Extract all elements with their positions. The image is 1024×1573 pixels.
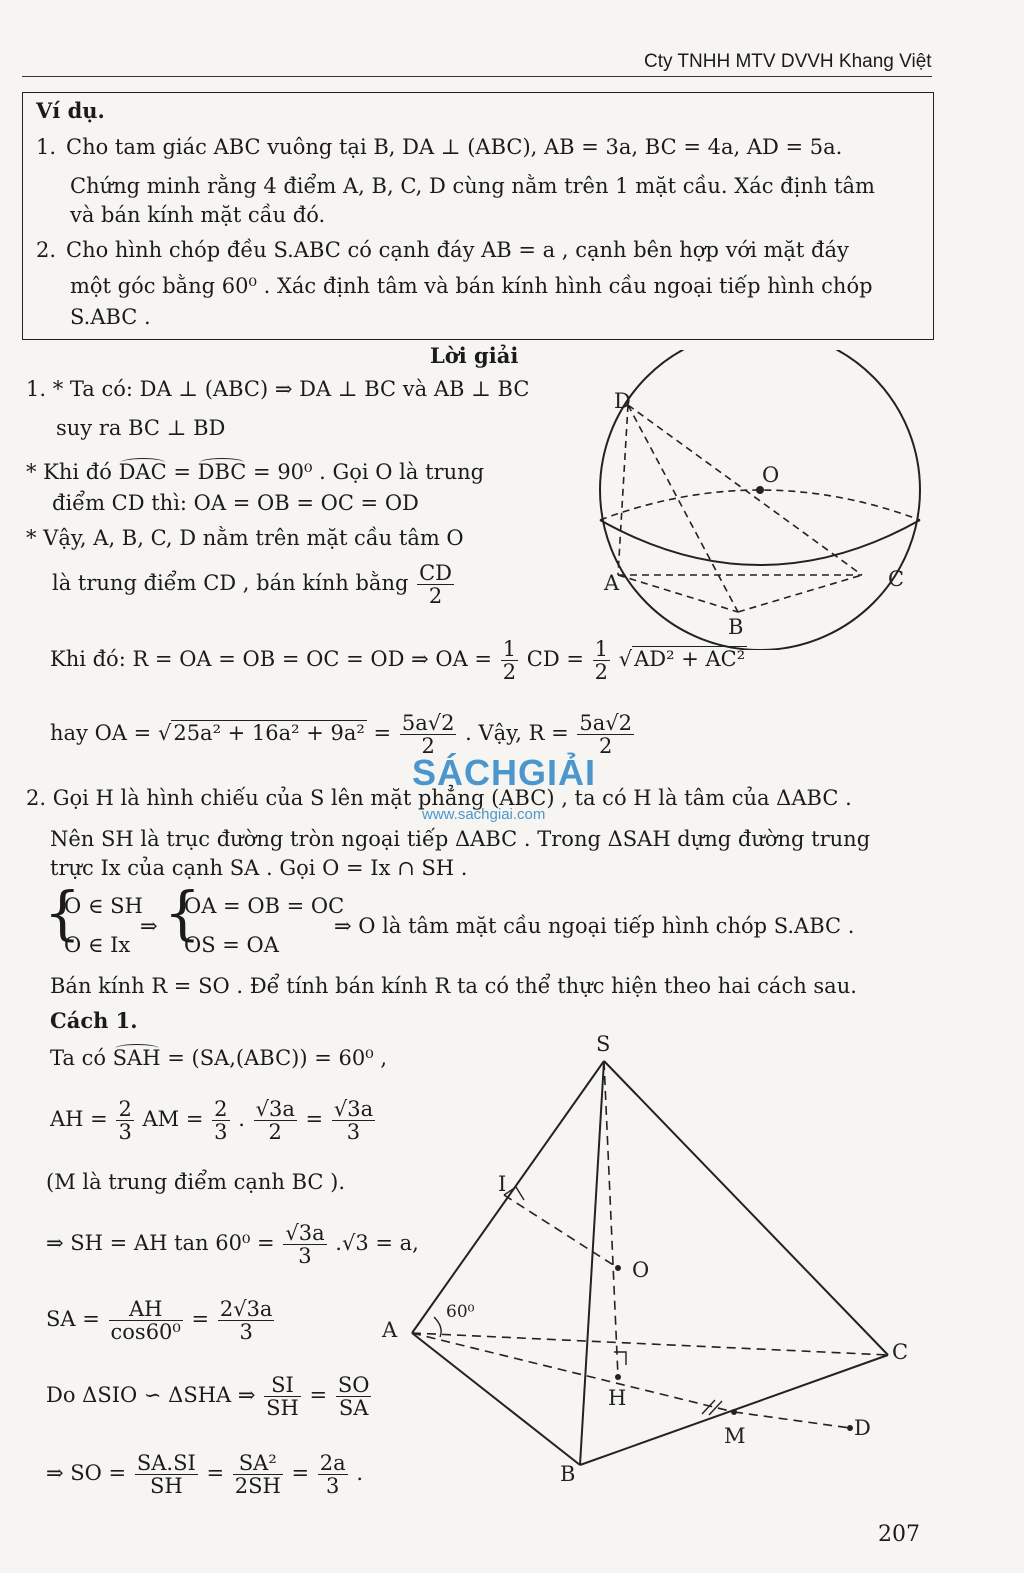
c1-line-2-a: AH = <box>50 1107 108 1132</box>
right-angle-mark-h <box>614 1352 626 1365</box>
s1-line-1: 1. * Ta có: DA ⊥ (ABC) ⇒ DA ⊥ BC và AB ⊥ BC <box>26 377 530 401</box>
angle-sah: SAH <box>112 1046 161 1070</box>
frac-den: 2 <box>599 734 613 759</box>
s1-line-6 <box>52 562 456 607</box>
label-o: O <box>762 463 780 487</box>
fraction <box>254 1098 297 1143</box>
period: . <box>356 1461 364 1486</box>
page-number: 207 <box>878 1522 920 1547</box>
system-2-eq-1: OA = OB = OC <box>184 894 345 918</box>
frac-den: 2 <box>268 1120 282 1145</box>
frac-den: 3 <box>298 1244 312 1269</box>
fraction <box>283 1222 326 1267</box>
example-heading: Ví dụ. <box>36 98 105 123</box>
frac-den: 2 <box>594 660 609 685</box>
s1-line-7-b: CD = <box>526 647 584 672</box>
frac-num: SA² <box>233 1452 283 1475</box>
equator-front <box>600 520 920 565</box>
edge-ac <box>412 1333 888 1355</box>
point-d <box>847 1425 853 1431</box>
system-conclusion: ⇒ O là tâm mặt cầu ngoại tiếp hình chóp S.ABC . <box>334 914 855 938</box>
problem-2-number: 2. <box>36 238 57 262</box>
frac-num: 2 <box>118 1097 132 1121</box>
s1-line-3-prefix: * Khi đó <box>26 460 112 484</box>
c1-line-4-a: ⇒ SH = AH tan 60⁰ = <box>46 1231 275 1256</box>
frac-den: 3 <box>214 1120 228 1145</box>
frac-num: √3a <box>255 1097 295 1121</box>
c1-line-4 <box>46 1222 419 1267</box>
c1-line-6 <box>46 1374 373 1419</box>
c1-line-1 <box>50 1046 387 1070</box>
frac-num: 1 <box>594 637 609 661</box>
problem-1-line-2: Chứng minh rằng 4 điểm A, B, C, D cùng nằm trên 1 mặt cầu. Xác định tâm <box>70 174 875 198</box>
c1-line-6-a: Do ΔSIO ∽ ΔSHA ⇒ <box>46 1383 256 1408</box>
radicand-ad-ac: AD² + AC² <box>634 647 746 672</box>
s2-line-3: trực Ix của cạnh SA . Gọi O = Ix ∩ SH . <box>50 856 468 880</box>
c1-line-5 <box>46 1298 276 1343</box>
edge-ab <box>412 1333 580 1465</box>
c1-line-1-b: = (SA,(ABC)) = 60⁰ , <box>167 1046 387 1070</box>
angle-dac: DAC <box>118 460 167 484</box>
s1-line-6-text: là trung điểm CD , bán kính bằng <box>52 571 409 596</box>
c1-line-7 <box>46 1452 363 1497</box>
label-h: H <box>608 1386 627 1410</box>
frac-den: 3 <box>326 1474 340 1499</box>
fraction <box>109 1298 183 1343</box>
publisher-header: Cty TNHH MTV DVVH Khang Việt <box>644 51 932 72</box>
s1-line-3-suffix: = 90⁰ . Gọi O là trung <box>253 460 485 484</box>
s1-line-8 <box>50 712 636 757</box>
radicand-sum: 25a² + 16a² + 9a² <box>173 721 365 746</box>
s2-line-5: Bán kính R = SO . Để tính bán kính R ta có thể thực hiện theo hai cách sau. <box>50 974 857 998</box>
frac-den: 3 <box>118 1120 132 1145</box>
sphere-figure <box>590 350 930 650</box>
c1-line-7-a: ⇒ SO = <box>46 1461 127 1486</box>
fraction <box>233 1452 283 1497</box>
equals-sign: = <box>309 1383 328 1408</box>
frac-num: AH <box>109 1298 183 1321</box>
fraction <box>336 1374 372 1419</box>
edge-sc <box>604 1061 888 1355</box>
watermark-logo: SÁCHGIẢI <box>412 752 597 793</box>
c1-line-4-b: .√3 = a, <box>335 1231 419 1256</box>
problem-1-line-3: và bán kính mặt cầu đó. <box>70 203 326 227</box>
edge-sb <box>580 1061 604 1465</box>
frac-num: CD <box>419 561 453 585</box>
label-i: I <box>498 1172 507 1196</box>
label-s: S <box>596 1032 611 1056</box>
pyramid-figure <box>370 1025 910 1490</box>
method-1-heading: Cách 1. <box>50 1008 138 1033</box>
frac-num: √3a <box>285 1221 325 1245</box>
s1-line-4: điểm CD thì: OA = OB = OC = OD <box>52 491 419 515</box>
c1-line-3: (M là trung điểm cạnh BC ). <box>46 1170 346 1194</box>
frac-num: SO <box>337 1373 370 1397</box>
frac-den: 2 <box>421 734 435 759</box>
label-o: O <box>632 1258 650 1282</box>
label-d: D <box>854 1416 871 1440</box>
point-m <box>731 1409 737 1415</box>
label-b: B <box>560 1462 576 1486</box>
frac-den: 3 <box>239 1320 253 1345</box>
segment-bc <box>738 575 862 612</box>
implication-arrow: ⇒ <box>140 914 158 938</box>
system-1-eq-1: O ∈ SH <box>64 894 143 918</box>
s1-line-7-a: Khi đó: R = OA = OB = OC = OD ⇒ OA = <box>50 647 493 672</box>
c1-line-5-a: SA = <box>46 1307 100 1332</box>
problem-2-line-3: S.ABC . <box>70 305 151 329</box>
label-c: C <box>892 1340 909 1364</box>
c1-line-1-a: Ta có <box>50 1046 106 1070</box>
frac-num: 2a <box>319 1451 346 1475</box>
equals-sign: = <box>291 1461 310 1486</box>
fraction <box>332 1098 375 1143</box>
frac-den: SA <box>338 1396 369 1421</box>
s1-line-5: * Vậy, A, B, C, D nằm trên mặt cầu tâm O <box>26 526 464 550</box>
frac-den: 3 <box>346 1120 361 1145</box>
angle-dbc: DBC <box>197 460 247 484</box>
segment-da <box>618 405 628 575</box>
s1-line-8-a: hay OA = <box>50 721 152 746</box>
fraction <box>318 1452 348 1497</box>
bisector-io <box>504 1195 618 1268</box>
fraction-5a-sqrt2 <box>400 712 457 757</box>
frac-den: SH <box>266 1396 299 1421</box>
label-a: A <box>604 571 620 595</box>
frac-den: SH <box>149 1474 183 1499</box>
frac-num: 1 <box>502 637 517 661</box>
system-1-eq-2: O ∈ Ix <box>64 933 131 957</box>
center-point <box>756 486 764 494</box>
fraction <box>212 1098 229 1143</box>
frac-num: 2√3a <box>219 1297 273 1321</box>
sqrt-symbol: √ <box>618 647 633 672</box>
frac-num: √3a <box>333 1097 374 1121</box>
c1-line-2-b: AM = <box>142 1107 204 1132</box>
frac-den: 2 <box>428 584 443 609</box>
label-d: D <box>614 389 631 413</box>
equals-sign: = <box>373 721 392 746</box>
equals-sign: = <box>191 1307 210 1332</box>
solution-heading: Lời giải <box>430 343 519 368</box>
s1-line-8-c: . Vậy, R = <box>465 721 569 746</box>
frac-den: 2 <box>502 660 517 685</box>
equals-sign: = <box>206 1461 225 1486</box>
s1-line-3 <box>26 460 484 484</box>
segment-db <box>628 405 738 612</box>
equals-sign: = <box>173 460 191 484</box>
fraction <box>218 1298 275 1343</box>
fraction <box>264 1374 301 1419</box>
frac-den: cos60⁰ <box>110 1320 181 1345</box>
label-c: C <box>888 567 905 591</box>
fraction-radius <box>577 712 634 757</box>
system-2-eq-2: OS = OA <box>184 933 279 957</box>
frac-num: SI <box>264 1374 301 1397</box>
label-angle-60: 60⁰ <box>446 1302 475 1322</box>
fraction-half <box>501 638 518 683</box>
frac-num: 5a√2 <box>401 711 455 735</box>
label-b: B <box>728 615 744 639</box>
fraction-cd-over-2 <box>417 562 454 607</box>
equator-back <box>600 490 920 520</box>
label-m: M <box>724 1424 746 1448</box>
frac-den: 2SH <box>234 1474 281 1499</box>
problem-2-line-2: một góc bằng 60⁰ . Xác định tâm và bán kính hình cầu ngoại tiếp hình chóp <box>70 274 873 298</box>
system-brace-left: { <box>44 879 81 947</box>
s2-line-2: Nên SH là trục đường tròn ngoại tiếp ΔABC . Trong ΔSAH dựng đường trung <box>50 827 871 851</box>
segment-md <box>734 1412 850 1428</box>
point-h <box>615 1374 621 1380</box>
header-rule <box>22 76 932 77</box>
height-sh <box>604 1061 618 1377</box>
s2-line-1: 2. Gọi H là hình chiếu của S lên mặt phẳng (ABC) , ta có H là tâm của ΔABC . <box>26 786 852 810</box>
problem-2-line-1: Cho hình chóp đều S.ABC có cạnh đáy AB = a , cạnh bên hợp với mặt đáy <box>66 238 849 262</box>
problem-1-number: 1. <box>36 135 57 159</box>
equals-sign: = <box>305 1107 324 1132</box>
frac-num: 5a√2 <box>579 711 632 735</box>
watermark-url: www.sachgiai.com <box>422 806 546 823</box>
fraction <box>116 1098 133 1143</box>
point-o <box>615 1265 621 1271</box>
problem-1-line-1: Cho tam giác ABC vuông tại B, DA ⊥ (ABC), AB = 3a, BC = 4a, AD = 5a. <box>66 135 843 159</box>
c1-line-2 <box>50 1098 377 1143</box>
dot: . <box>238 1107 245 1132</box>
sqrt-symbol: √ <box>157 721 172 746</box>
fraction <box>135 1452 198 1497</box>
label-a: A <box>382 1318 398 1342</box>
segment-ab <box>618 575 738 612</box>
frac-num: SA.SI <box>136 1451 196 1475</box>
frac-num: 2 <box>214 1097 228 1121</box>
system-brace-right: { <box>164 879 201 947</box>
s1-line-2: suy ra BC ⊥ BD <box>56 416 226 440</box>
